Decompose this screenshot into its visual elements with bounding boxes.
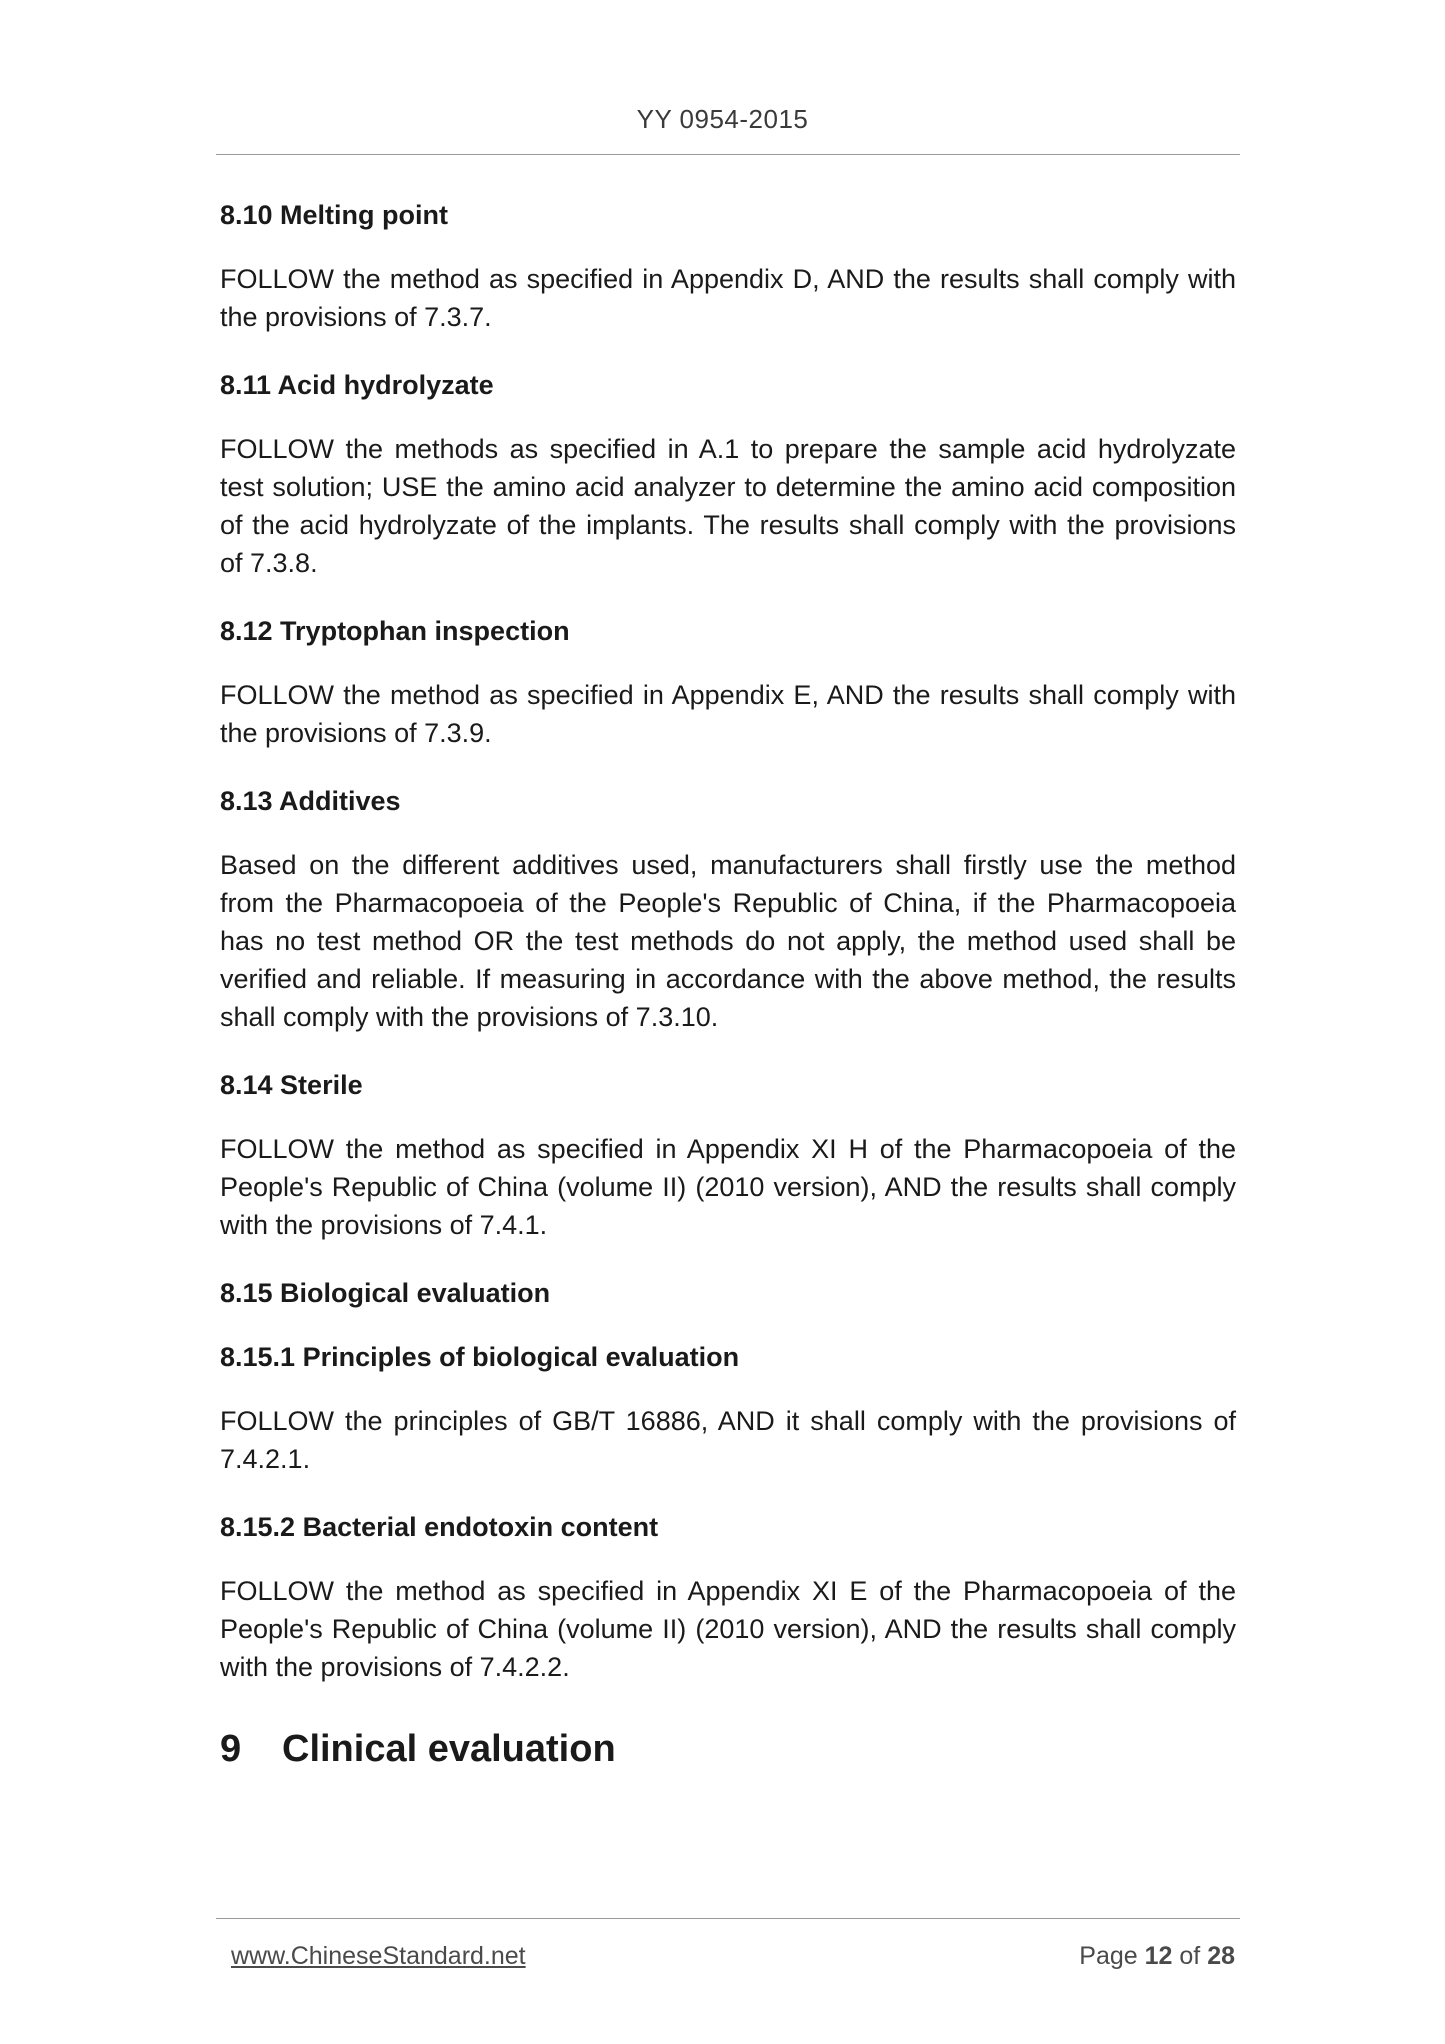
section-heading-8-12: 8.12 Tryptophan inspection xyxy=(220,616,570,646)
section-heading-8-11: 8.11 Acid hydrolyzate xyxy=(220,370,494,400)
page-current: 12 xyxy=(1144,1942,1173,1970)
header-divider xyxy=(216,154,1240,155)
section-heading-8-15: 8.15 Biological evaluation xyxy=(220,1278,551,1308)
header-title: YY 0954-2015 xyxy=(636,104,809,134)
page-indicator xyxy=(1079,1942,1235,1971)
section-heading-8-13: 8.13 Additives xyxy=(220,786,401,816)
page-of: of xyxy=(1179,1942,1201,1970)
section-text-8-15-2: FOLLOW the method as specified in Appendix XI E of the Pharmacopoeia of the People's Republic of China (volume II) (2010 version), AND the results shall comply with the provisions of 7.4.2.2. xyxy=(220,1576,1236,1682)
section-heading-8-15-2: 8.15.2 Bacterial endotoxin content xyxy=(220,1512,659,1542)
chapter-title: Clinical evaluation xyxy=(282,1728,616,1770)
document-body xyxy=(220,196,1236,1774)
section-heading-8-15-1: 8.15.1 Principles of biological evaluation xyxy=(220,1342,740,1372)
section-heading-8-10: 8.10 Melting point xyxy=(220,200,449,230)
chapter-heading xyxy=(220,1724,1236,1774)
website-link[interactable]: www.ChineseStandard.net xyxy=(231,1942,526,1970)
section-text-8-15-1: FOLLOW the principles of GB/T 16886, AND it shall comply with the provisions of 7.4.2.1. xyxy=(220,1406,1236,1474)
section-text-8-12: FOLLOW the method as specified in Appendix E, AND the results shall comply with the provisions of 7.3.9. xyxy=(220,680,1236,748)
footer-divider xyxy=(216,1918,1240,1919)
section-text-8-11: FOLLOW the methods as specified in A.1 to prepare the sample acid hydrolyzate test solution; USE the amino acid analyzer to determine the amino acid composition of the acid hydrolyzate of the implants. The results shall comply with the provisions of 7.3.8. xyxy=(220,434,1236,578)
section-text-8-13: Based on the different additives used, manufacturers shall firstly use the method from the Pharmacopoeia of the People's Republic of China, if the Pharmacopoeia has no test method OR the test methods do not apply, the method used shall be verified and reliable. If measuring in accordance with the above method, the results shall comply with the provisions of 7.3.10. xyxy=(220,850,1236,1032)
page-total: 28 xyxy=(1207,1942,1235,1970)
section-text-8-14: FOLLOW the method as specified in Appendix XI H of the Pharmacopoeia of the People's Republic of China (volume II) (2010 version), AND the results shall comply with the provisions of 7.4.1. xyxy=(220,1134,1236,1240)
chapter-number: 9 xyxy=(220,1728,242,1770)
page-prefix: Page xyxy=(1079,1942,1138,1970)
section-heading-8-14: 8.14 Sterile xyxy=(220,1070,363,1100)
section-text-8-10: FOLLOW the method as specified in Appendix D, AND the results shall comply with the provisions of 7.3.7. xyxy=(220,264,1236,332)
